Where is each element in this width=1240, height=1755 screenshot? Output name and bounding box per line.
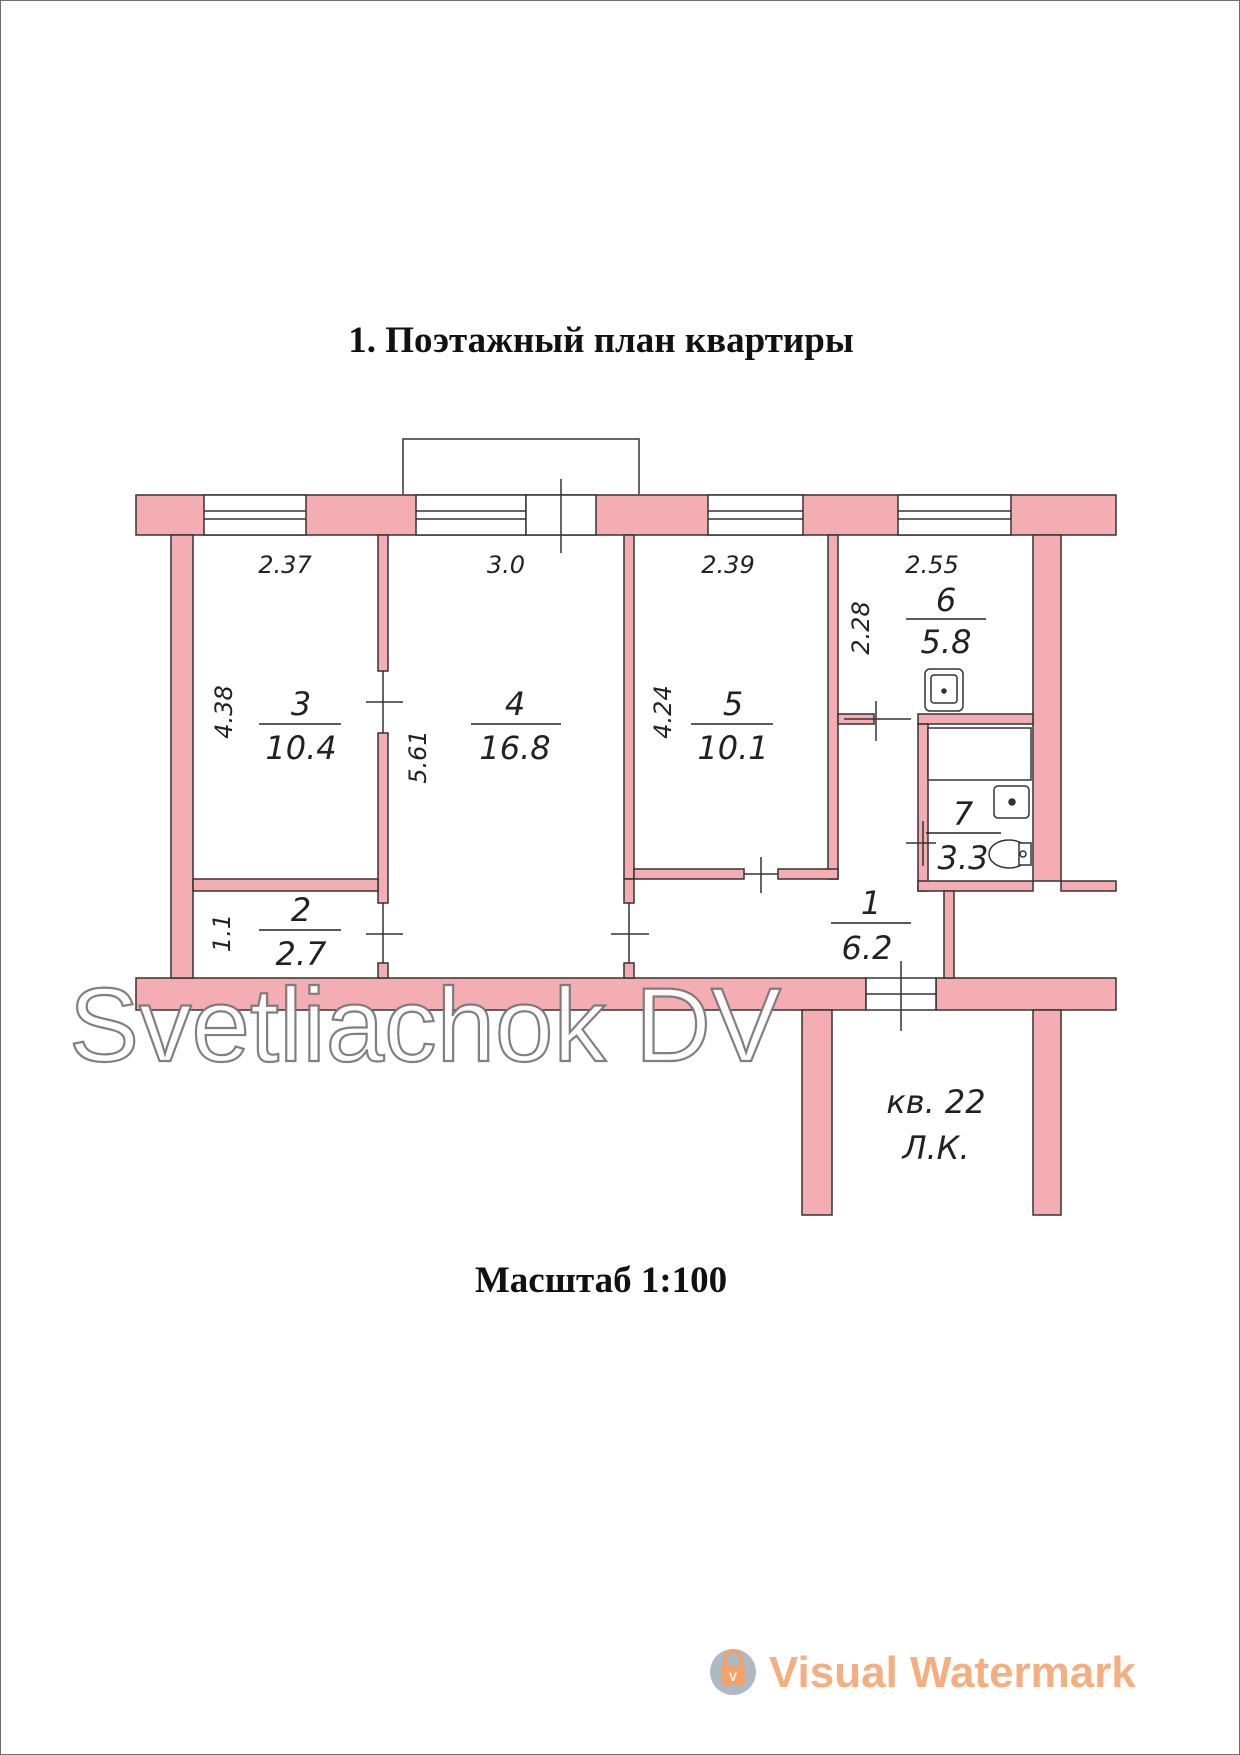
room-2-label	[259, 891, 341, 973]
room-5-area: 10.1	[697, 729, 769, 767]
page-title: 1. Поэтажный план квартиры	[348, 320, 854, 361]
corridor-wall-right	[1033, 1010, 1061, 1215]
door-3-4	[366, 671, 403, 733]
wall-right-stub	[1061, 881, 1116, 891]
bathtub-icon	[928, 728, 1031, 780]
room-5-number: 5	[722, 685, 744, 723]
wall-bottom-right	[936, 978, 1116, 1010]
entrance-door	[866, 961, 936, 1031]
door-2-4	[366, 903, 403, 963]
room-7-number: 7	[952, 795, 974, 833]
partition-5-6	[828, 535, 838, 879]
balcony-door	[526, 479, 596, 553]
room-2-area: 2.7	[275, 935, 327, 973]
dim-room5-width: 2.39	[701, 551, 755, 579]
neighbor-owner: Л.К.	[902, 1129, 970, 1167]
partition-3-4-upper	[378, 535, 388, 671]
corridor-wall-left	[802, 1010, 832, 1215]
room-1-number: 1	[860, 884, 882, 922]
partition-3-2	[193, 879, 378, 891]
partition-7-bottom	[918, 881, 1033, 891]
floor-plan-drawing	[1, 1, 1240, 1755]
room-6-area: 5.8	[920, 623, 972, 661]
balcony	[403, 439, 639, 494]
wall-left	[171, 535, 193, 978]
room-4-area: 16.8	[479, 729, 551, 767]
dim-room2-depth: 1.1	[208, 913, 236, 953]
washbasin-icon	[994, 786, 1029, 818]
partition-4-5-upper	[624, 535, 634, 879]
scale-label: Масштаб 1:100	[474, 1260, 728, 1301]
room-2-number: 2	[290, 891, 312, 929]
dim-room6-depth: 2.28	[847, 601, 875, 655]
room-1-area: 6.2	[841, 929, 893, 967]
partition-4-1	[624, 879, 634, 903]
room-3-label	[259, 685, 341, 767]
partition-3-4-lower	[378, 733, 388, 903]
dim-room3-width: 2.37	[258, 551, 312, 579]
room-6-number: 6	[935, 581, 957, 619]
room-7-label	[926, 795, 1001, 877]
room-4-number: 4	[504, 685, 526, 723]
room-3-area: 10.4	[265, 729, 337, 767]
sink-icon	[925, 669, 963, 711]
room-4-label	[471, 685, 561, 767]
neighbor-label	[886, 1083, 985, 1167]
door-5-1	[744, 857, 778, 893]
partition-5-bottom-left	[634, 869, 744, 879]
room-3-number: 3	[290, 685, 312, 723]
watermark-text: Svetliachok DV	[69, 967, 781, 1084]
window-room4	[416, 495, 526, 535]
dim-room4-width: 3.0	[486, 551, 526, 579]
room-1-label	[831, 884, 911, 967]
room-5-label	[691, 685, 773, 767]
partition-5-bottom-right	[778, 869, 838, 879]
brand-watermark	[710, 1648, 1136, 1697]
wall-right	[1033, 535, 1061, 881]
svg-text:V: V	[728, 1670, 738, 1684]
room-6-label	[906, 581, 986, 661]
dim-room3-depth: 4.38	[210, 685, 238, 739]
dim-room4-depth: 5.61	[404, 730, 432, 784]
dim-room6-width: 2.55	[905, 551, 959, 579]
toilet-icon	[989, 840, 1031, 868]
partition-hall-right	[944, 891, 954, 978]
window-room5	[708, 495, 803, 535]
lock-icon	[710, 1649, 756, 1695]
brand-text: Visual Watermark	[769, 1648, 1136, 1697]
neighbor-apartment: кв. 22	[886, 1083, 986, 1121]
window-room3	[204, 495, 306, 535]
window-room6	[898, 495, 1011, 535]
partition-6-bottom-right	[918, 714, 1033, 724]
room-7-area: 3.3	[937, 839, 989, 877]
door-4-1	[611, 903, 649, 963]
dim-room5-depth: 4.24	[649, 685, 677, 739]
